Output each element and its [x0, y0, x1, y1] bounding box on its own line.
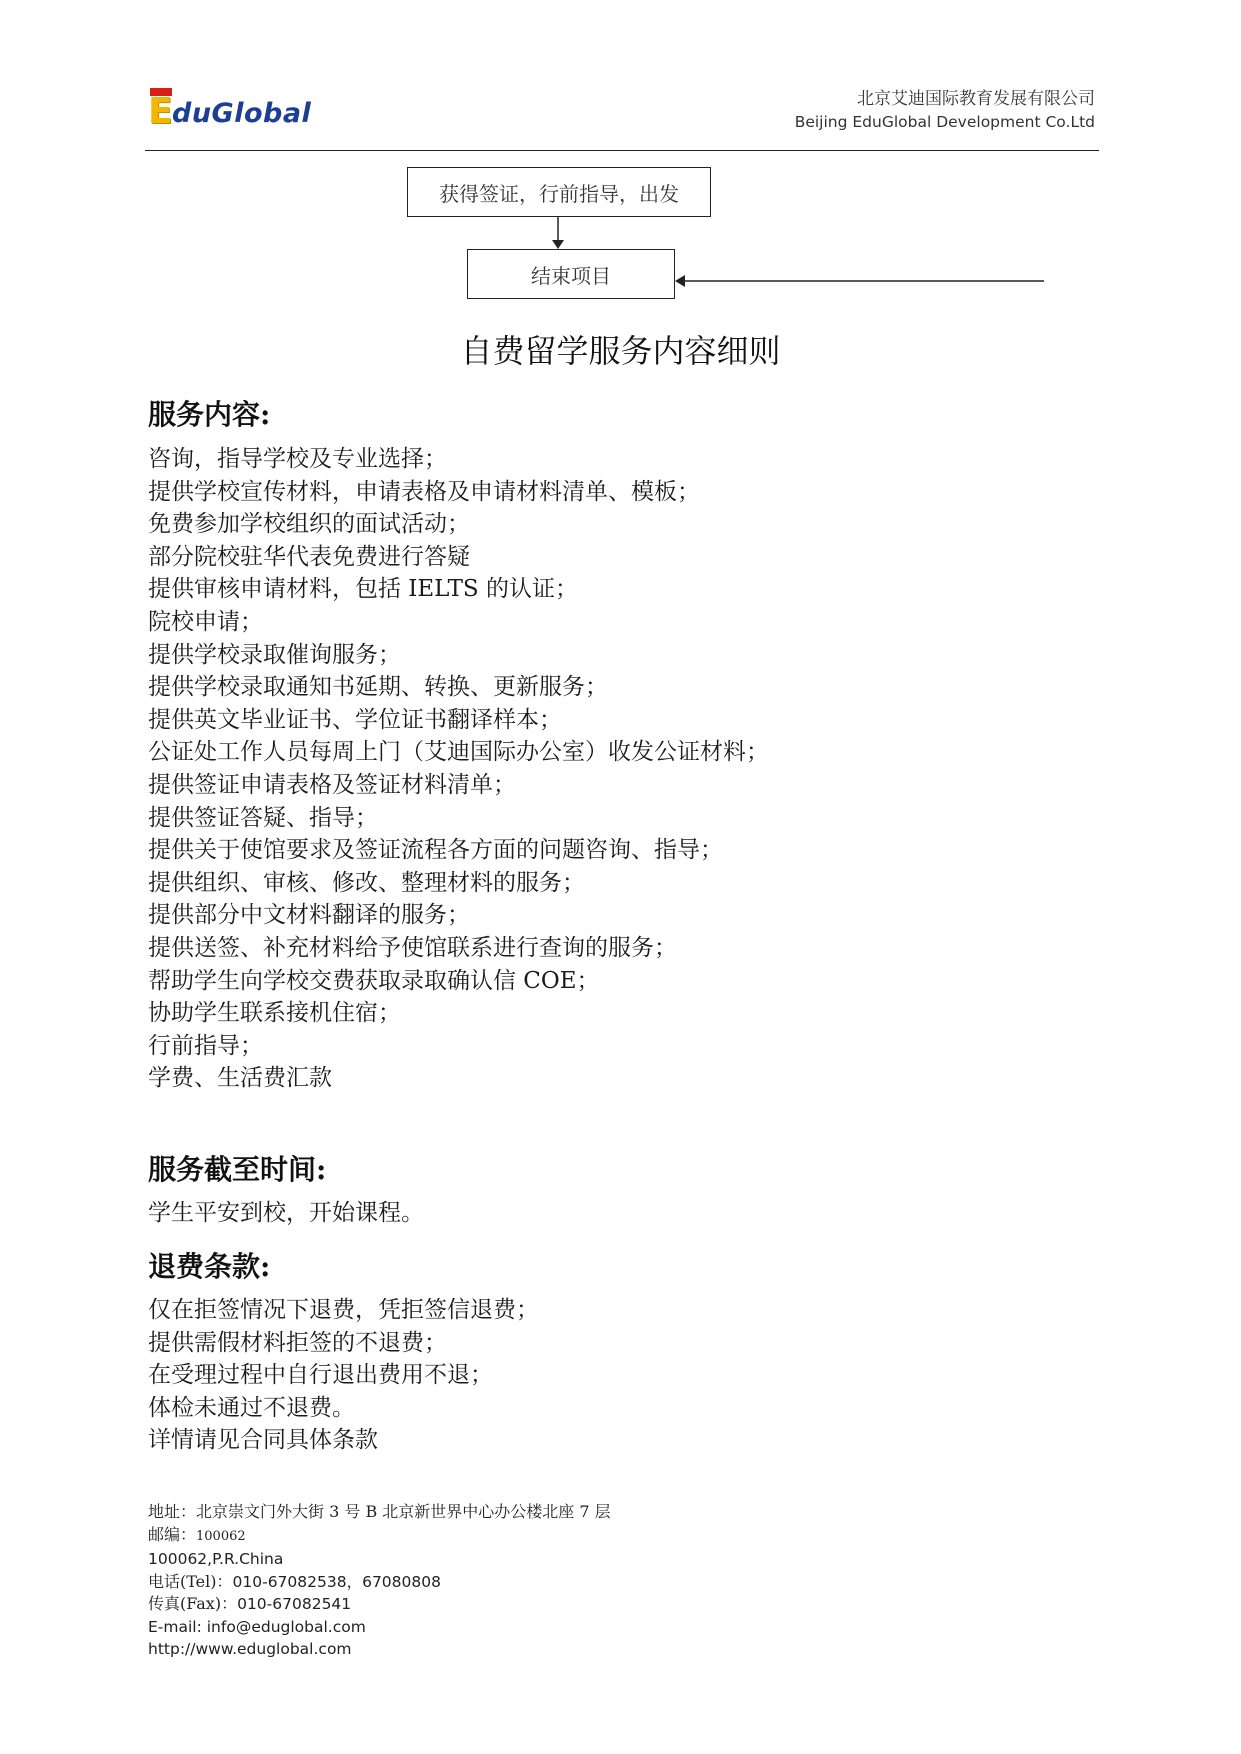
service-item: 提供签证申请表格及签证材料清单；	[148, 771, 516, 798]
company-name-block	[795, 88, 1095, 134]
services-list	[148, 443, 769, 1095]
logo-wordmark: duGlobal	[172, 98, 312, 129]
refund-item: 在受理过程中自行退出费用不退；	[148, 1362, 493, 1389]
deadline-heading: 服务截至时间:	[148, 1153, 327, 1186]
service-item: 免费参加学校组织的面试活动；	[148, 511, 470, 538]
tel-value: 010-67082538，67080808	[232, 1572, 441, 1591]
refund-item: 提供需假材料拒签的不退费；	[148, 1329, 447, 1356]
arrow-down-head	[552, 240, 564, 249]
deadline-item: 学生平安到校，开始课程。	[148, 1200, 424, 1226]
services-heading: 服务内容:	[148, 398, 271, 431]
refund-item: 体检未通过不退费。	[148, 1394, 355, 1421]
footer-contact	[148, 1501, 611, 1661]
refund-item: 详情请见合同具体条款	[148, 1427, 378, 1454]
service-item: 提供学校录取通知书延期、转换、更新服务；	[148, 674, 608, 701]
service-item: 行前指导；	[148, 1032, 263, 1059]
refund-heading: 退费条款:	[148, 1250, 271, 1283]
service-item: 提供关于使馆要求及签证流程各方面的问题咨询、指导；	[148, 837, 723, 864]
footer-tel	[148, 1571, 611, 1594]
postcode-label: 邮编：	[148, 1524, 197, 1544]
fax-label: 传真(Fax)：	[148, 1594, 238, 1613]
company-name-cn: 北京艾迪国际教育发展有限公司	[857, 89, 1095, 109]
service-item: 提供组织、审核、修改、整理材料的服务；	[148, 869, 585, 896]
refund-item: 仅在拒签情况下退费，凭拒签信退费；	[148, 1297, 539, 1323]
footer-postcode-en: 100062,P.R.China	[148, 1550, 284, 1568]
service-item: 提供审核申请材料，包括 IELTS 的认证；	[148, 576, 578, 603]
footer-postcode	[148, 1524, 611, 1549]
page-title: 自费留学服务内容细则	[460, 332, 781, 370]
flow-box-end-project: 结束项目	[467, 249, 675, 299]
service-item: 学费、生活费汇款	[148, 1065, 332, 1092]
service-item: 提供送签、补充材料给予使馆联系进行查询的服务；	[148, 934, 677, 961]
footer-address: 地址：北京崇文门外大街 3 号 B 北京新世界中心办公楼北座 7 层	[148, 1502, 611, 1521]
service-item: 提供学校录取催询服务；	[148, 641, 401, 668]
service-item: 部分院校驻华代表免费进行答疑	[148, 543, 470, 570]
footer-email[interactable]: E-mail: info@eduglobal.com	[148, 1617, 366, 1636]
arrow-left-head	[675, 275, 685, 287]
footer-fax	[148, 1593, 611, 1616]
service-item: 帮助学生向学校交费获取录取确认信 COE；	[148, 967, 600, 994]
service-item: 院校申请；	[148, 608, 263, 635]
logo-e-letter: E	[148, 91, 173, 132]
service-item: 协助学生联系接机住宿；	[148, 1000, 401, 1027]
service-item: 提供学校宣传材料，申请表格及申请材料清单、模板；	[148, 478, 700, 505]
deadline-list	[148, 1197, 424, 1230]
tel-label: 电话(Tel)：	[148, 1571, 233, 1591]
header-divider	[145, 150, 1099, 151]
service-item: 提供部分中文材料翻译的服务；	[148, 902, 470, 929]
footer-website-link[interactable]: http://www.eduglobal.com	[148, 1640, 352, 1658]
postcode-value: 100062	[196, 1528, 246, 1544]
service-item: 提供英文毕业证书、学位证书翻译样本；	[148, 706, 562, 733]
refund-list	[148, 1294, 539, 1457]
service-item: 咨询，指导学校及专业选择；	[148, 446, 447, 472]
service-item: 提供签证答疑、指导；	[148, 804, 378, 831]
service-item: 公证处工作人员每周上门（艾迪国际办公室）收发公证材料；	[148, 739, 769, 766]
fax-value: 010-67082541	[237, 1595, 352, 1613]
company-name-en: Beijing EduGlobal Development Co.Ltd	[794, 113, 1095, 131]
flow-box-visa-departure: 获得签证，行前指导，出发	[407, 167, 711, 217]
